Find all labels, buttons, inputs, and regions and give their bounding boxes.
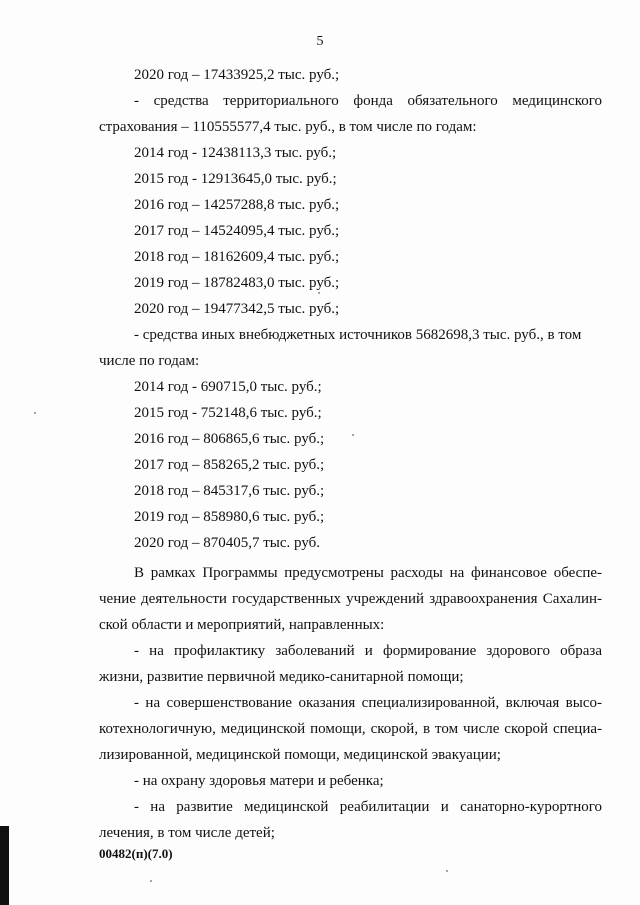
year-line: 2015 год - 12913645,0 тыс. руб.;	[134, 171, 337, 187]
extrabudgetary-intro-line2: числе по годам:	[99, 353, 200, 369]
year-line: 2017 год – 858265,2 тыс. руб.;	[134, 457, 325, 473]
program-item-line: котехнологичную, медицинской помощи, скорой, в том числе скорой специа-	[99, 721, 602, 737]
year-line: 2019 год – 18782483,0 тыс. руб.;	[134, 275, 340, 291]
document-body	[99, 62, 602, 846]
extrabudgetary-intro-line1: - средства иных внебюджетных источников 5682698,3 тыс. руб., в том	[134, 327, 582, 343]
year-line: 2018 год – 845317,6 тыс. руб.;	[134, 483, 325, 499]
program-item-line: лизированной, медицинской помощи, медицинской эвакуации;	[99, 747, 501, 763]
year-line: 2014 год - 12438113,3 тыс. руб.;	[134, 145, 337, 161]
territorial-fund-intro-line1: - средства территориального фонда обязательного медицинского	[134, 93, 602, 109]
program-item-line: - на развитие медицинской реабилитации и санаторно-курортного	[134, 799, 602, 815]
year-line: 2018 год – 18162609,4 тыс. руб.;	[134, 249, 340, 265]
year-line: 2020 год – 17433925,2 тыс. руб.;	[134, 67, 340, 83]
scan-speck	[34, 412, 36, 414]
page-number: 5	[316, 34, 324, 49]
year-line: 2016 год – 806865,6 тыс. руб.;	[134, 431, 325, 447]
year-line: 2017 год – 14524095,4 тыс. руб.;	[134, 223, 340, 239]
program-item-line: жизни, развитие первичной медико-санитарной помощи;	[99, 669, 464, 685]
territorial-fund-intro-line2: страхования – 110555577,4 тыс. руб., в том числе по годам:	[99, 119, 477, 135]
program-item-line: лечения, в том числе детей;	[99, 825, 275, 841]
scan-speck	[352, 434, 354, 436]
program-paragraph-line2: чение деятельности государственных учреждений здравоохранения Сахалин-	[99, 591, 602, 607]
program-paragraph-line1: В рамках Программы предусмотрены расходы на финансовое обеспе-	[134, 565, 602, 581]
year-line: 2015 год - 752148,6 тыс. руб.;	[134, 405, 322, 421]
program-item-line: - на совершенствование оказания специализированной, включая высо-	[134, 695, 602, 711]
scan-binding-edge	[0, 826, 9, 905]
document-code: 00482(п)(7.0)	[99, 846, 173, 861]
program-item-line: - на профилактику заболеваний и формирование здорового образа	[134, 643, 602, 659]
year-line: 2020 год – 19477342,5 тыс. руб.;	[134, 301, 340, 317]
year-line: 2016 год – 14257288,8 тыс. руб.;	[134, 197, 340, 213]
program-item-line: - на охрану здоровья матери и ребенка;	[134, 773, 384, 789]
year-line: 2014 год - 690715,0 тыс. руб.;	[134, 379, 322, 395]
year-line: 2020 год – 870405,7 тыс. руб.	[134, 535, 321, 551]
year-line: 2019 год – 858980,6 тыс. руб.;	[134, 509, 325, 525]
scan-speck	[150, 880, 152, 882]
program-paragraph-line3: ской области и мероприятий, направленных:	[99, 617, 385, 633]
scan-speck	[318, 292, 320, 294]
scan-speck	[446, 870, 448, 872]
